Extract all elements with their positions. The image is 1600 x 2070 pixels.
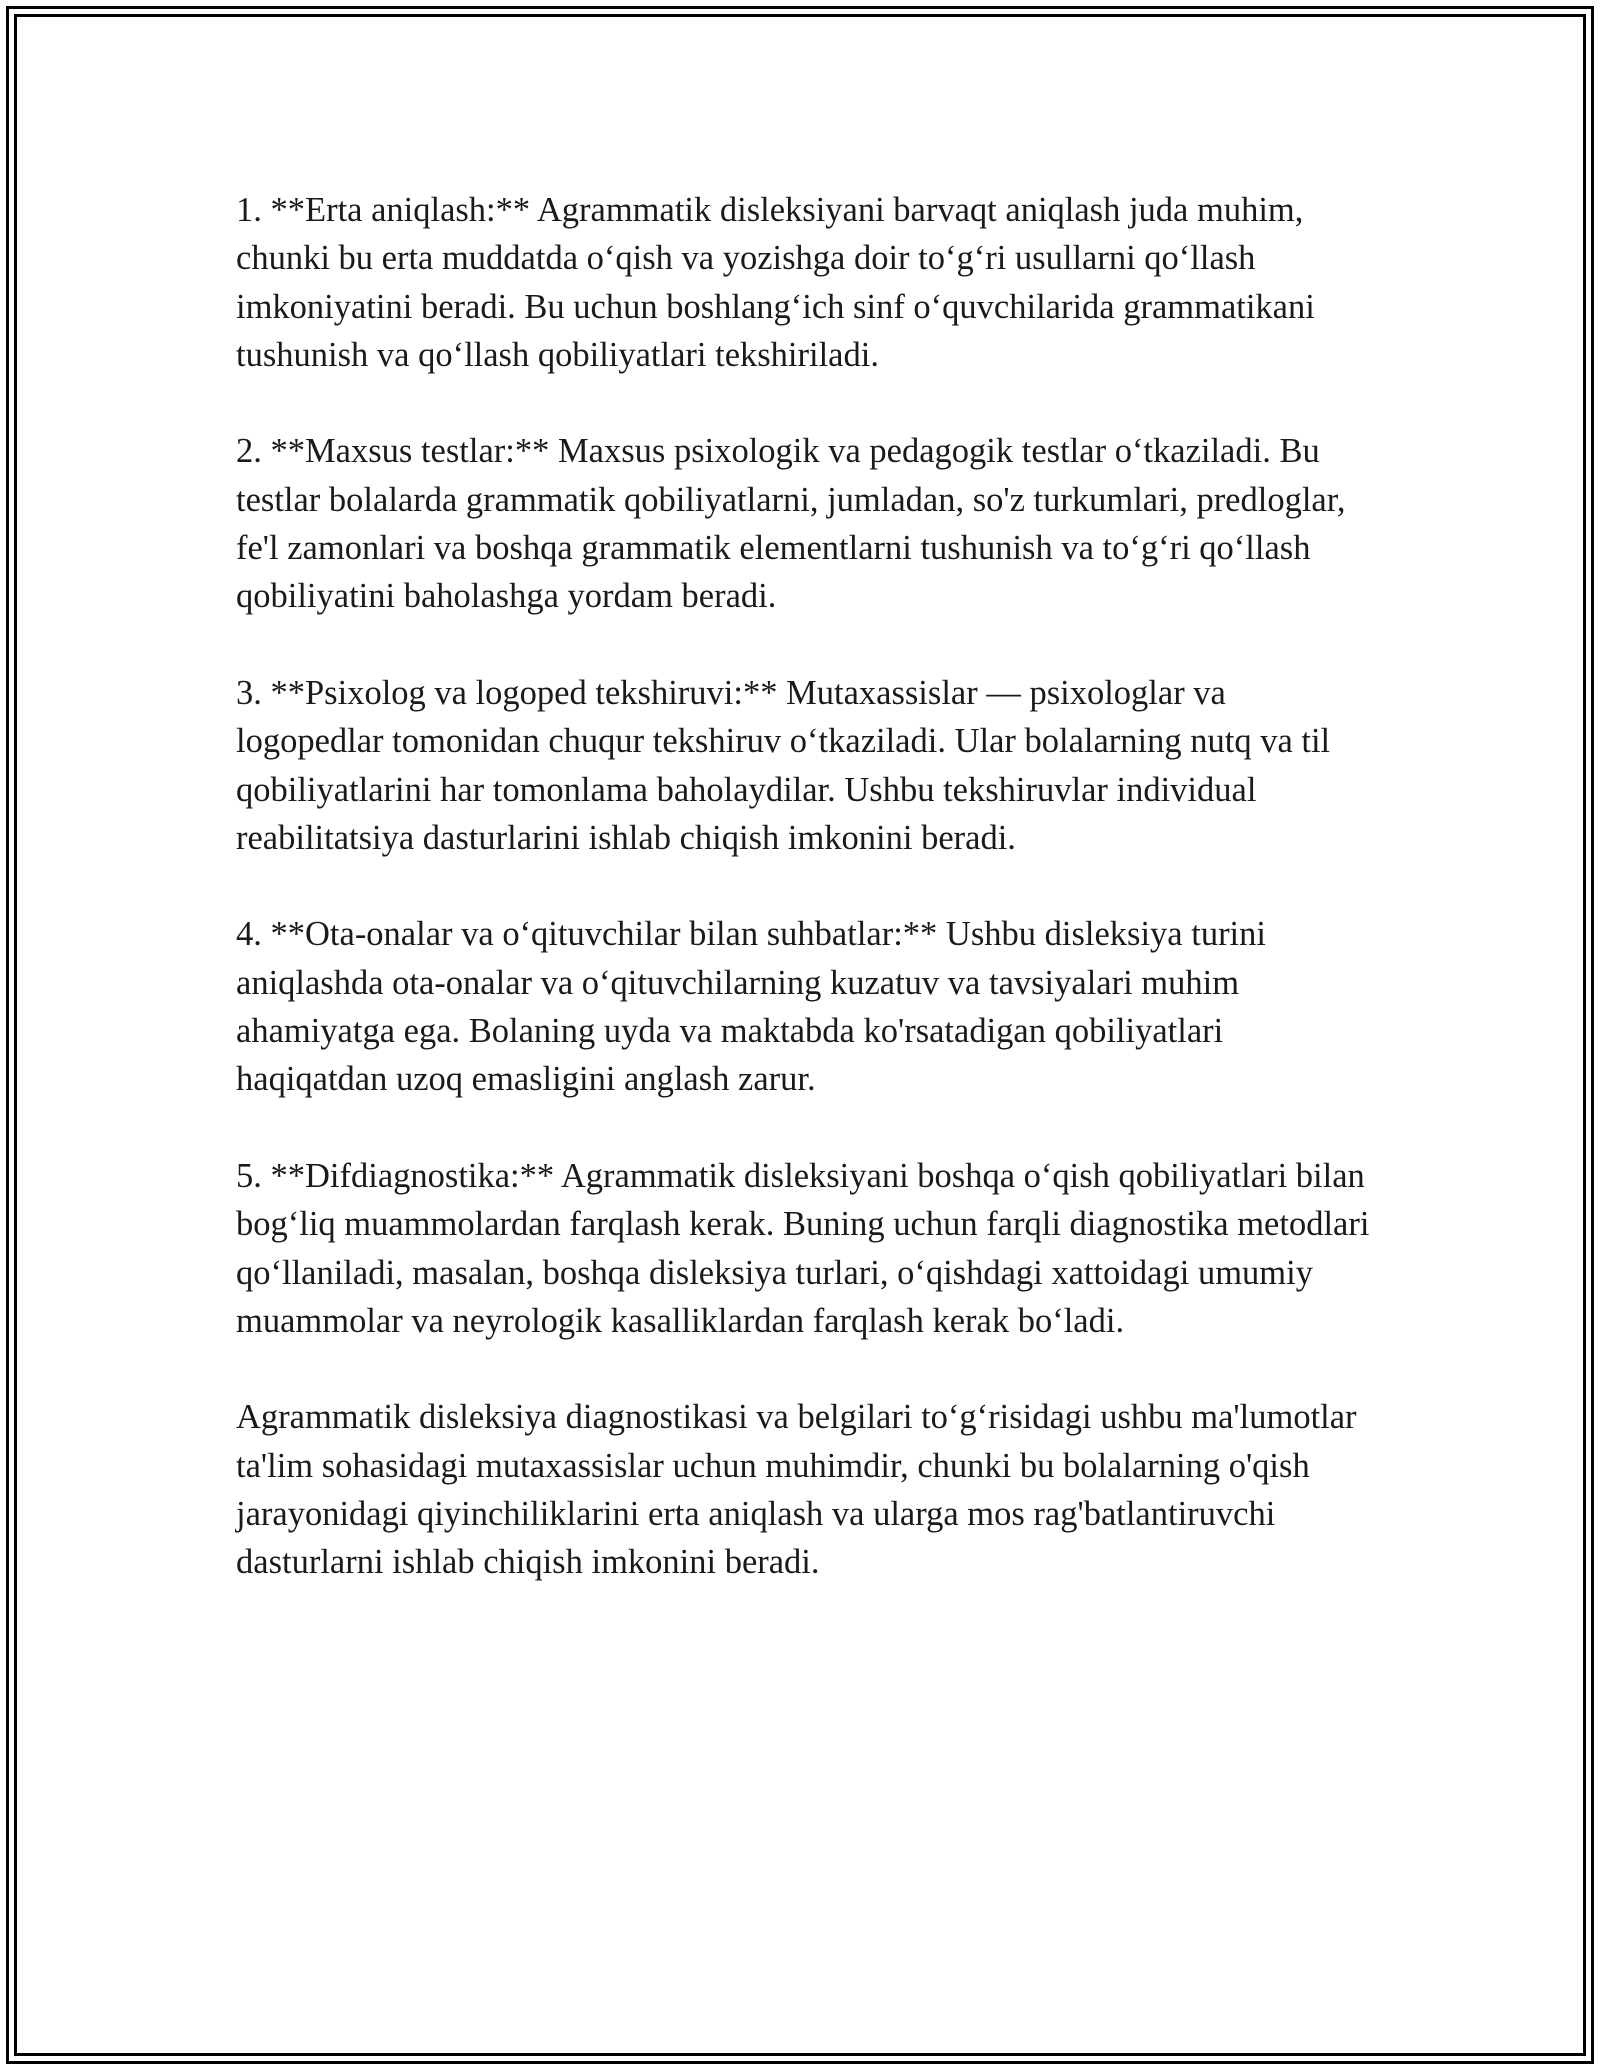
paragraph-maxsus-testlar: 2. **Maxsus testlar:** Maxsus psixologik va pedagogik testlar o‘tkaziladi. Bu testlar bolalarda grammatik qobiliyatlarni, jumladan, so'z turkumlari, predloglar, fe'l zamonlari va boshqa grammatik elementlarni tushunish va to‘g‘ri qo‘llash qobiliyatini baholashga yordam beradi.: [236, 432, 1346, 616]
paragraph-erta-aniqlash: 1. **Erta aniqlash:** Agrammatik disleksiyani barvaqt aniqlash juda muhim, chunki bu erta muddatda o‘qish va yozishga doir to‘g‘ri usullarni qo‘llash imkoniyatini beradi. Bu uchun boshlang‘ich sinf o‘quvchilarida grammatikani tushunish va qo‘llash qobiliyatlari tekshiriladi.: [236, 191, 1315, 374]
paragraph-psixolog-logoped: 3. **Psixolog va logoped tekshiruvi:** Mutaxassislar — psixologlar va logopedlar tomonidan chuqur tekshiruv o‘tkaziladi. Ular bolalarning nutq va til qobiliyatlarini har tomonlama baholaydilar. Ushbu tekshiruvlar individual reabilitatsiya dasturlarini ishlab chiqish imkonini beradi.: [236, 673, 1331, 857]
document-body: [236, 186, 1376, 1635]
paragraph-ota-onalar: 4. **Ota-onalar va o‘qituvchilar bilan suhbatlar:** Ushbu disleksiya turini aniqlashda ota-onalar va o‘qituvchilarning kuzatuv va tavsiyalari muhim ahamiyatga ega. Bolaning uyda va maktabda ko'rsatadigan qobiliyatlari haqiqatdan uzoq emasligini anglash zarur.: [236, 915, 1266, 1099]
paragraph-conclusion: Agrammatik disleksiya diagnostikasi va belgilari to‘g‘risidagi ushbu ma'lumotlar ta'lim sohasidagi mutaxassislar uchun muhimdir, chunki bu bolalarning o'qish jarayonidagi qiyinchiliklarini erta aniqlash va ularga mos rag'batlantiruvchi dasturlarni ishlab chiqish imkonini beradi.: [236, 1398, 1357, 1582]
paragraph-difdiagnostika: 5. **Difdiagnostika:** Agrammatik disleksiyani boshqa o‘qish qobiliyatlari bilan bog‘liq muammolardan farqlash kerak. Buning uchun farqli diagnostika metodlari qo‘llaniladi, masalan, boshqa disleksiya turlari, o‘qishdagi xattoidagi umumiy muammolar va neyrologik kasalliklardan farqlash kerak bo‘ladi.: [236, 1156, 1370, 1340]
